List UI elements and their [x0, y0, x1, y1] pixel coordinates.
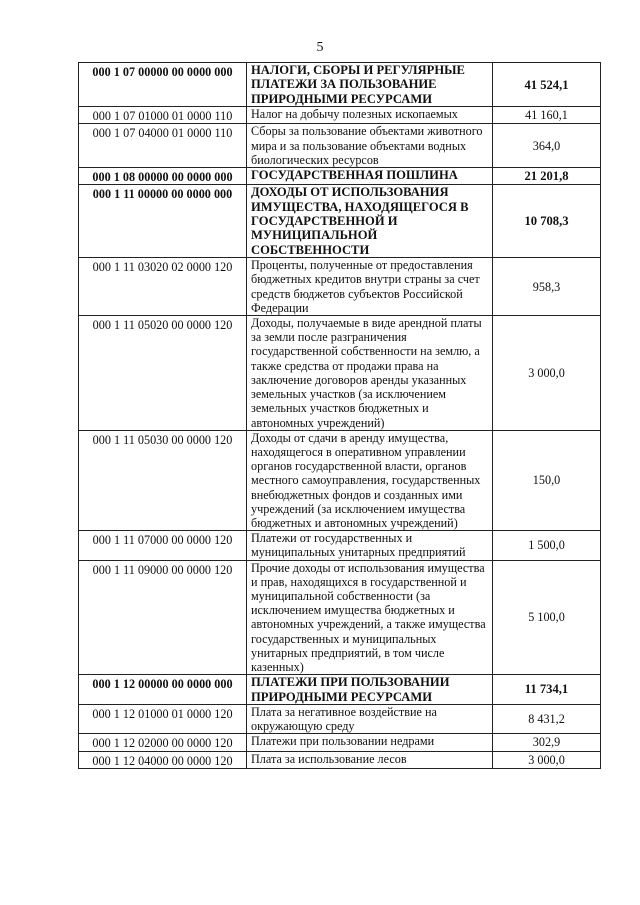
row-amount: 150,0 [493, 430, 601, 530]
row-name: ПЛАТЕЖИ ПРИ ПОЛЬЗОВАНИИ ПРИРОДНЫМИ РЕСУРСАМИ [247, 675, 493, 705]
row-code: 000 1 12 02000 00 0000 120 [79, 734, 247, 751]
row-amount: 41 524,1 [493, 63, 601, 107]
row-amount: 364,0 [493, 124, 601, 168]
row-code: 000 1 11 05020 00 0000 120 [79, 316, 247, 431]
page-number: 5 [316, 40, 324, 55]
row-amount: 5 100,0 [493, 560, 601, 675]
table-row [79, 704, 601, 733]
row-name: Платежи при пользовании недрами [247, 734, 493, 751]
row-name: Сборы за пользование объектами животного мира и за пользование объектами водных биологических ресурсов [247, 124, 493, 168]
row-amount: 8 431,2 [493, 704, 601, 733]
row-name: НАЛОГИ, СБОРЫ И РЕГУЛЯРНЫЕ ПЛАТЕЖИ ЗА ПОЛЬЗОВАНИЕ ПРИРОДНЫМИ РЕСУРСАМИ [247, 63, 493, 107]
table-row [79, 258, 601, 316]
table-row [79, 675, 601, 705]
row-code: 000 1 11 00000 00 0000 000 [79, 185, 247, 258]
revenue-table-body [79, 63, 601, 769]
row-name: Плата за негативное воздействие на окружающую среду [247, 704, 493, 733]
row-amount: 1 500,0 [493, 531, 601, 560]
table-row [79, 560, 601, 675]
row-name: Проценты, полученные от предоставления бюджетных кредитов внутри страны за счет средств бюджетов субъектов Российской Федерации [247, 258, 493, 316]
row-amount: 11 734,1 [493, 675, 601, 705]
row-code: 000 1 08 00000 00 0000 000 [79, 168, 247, 185]
row-amount: 3 000,0 [493, 316, 601, 431]
row-code: 000 1 12 01000 01 0000 120 [79, 704, 247, 733]
row-amount: 21 201,8 [493, 168, 601, 185]
row-code: 000 1 07 00000 00 0000 000 [79, 63, 247, 107]
table-row [79, 734, 601, 751]
row-name: Налог на добычу полезных ископаемых [247, 107, 493, 124]
table-row [79, 430, 601, 530]
row-code: 000 1 12 00000 00 0000 000 [79, 675, 247, 705]
row-amount: 3 000,0 [493, 751, 601, 768]
row-name: ДОХОДЫ ОТ ИСПОЛЬЗОВАНИЯ ИМУЩЕСТВА, НАХОДЯЩЕГОСЯ В ГОСУДАРСТВЕННОЙ И МУНИЦИПАЛЬНОЙ СОБСТВЕННОСТИ [247, 185, 493, 258]
table-row [79, 316, 601, 431]
table-row [79, 124, 601, 168]
row-name: Платежи от государственных и муниципальных унитарных предприятий [247, 531, 493, 560]
row-code: 000 1 07 04000 01 0000 110 [79, 124, 247, 168]
row-code: 000 1 11 07000 00 0000 120 [79, 531, 247, 560]
table-row [79, 531, 601, 560]
table-row [79, 751, 601, 768]
revenue-table [78, 62, 601, 769]
row-name: Плата за использование лесов [247, 751, 493, 768]
row-code: 000 1 11 09000 00 0000 120 [79, 560, 247, 675]
row-amount: 10 708,3 [493, 185, 601, 258]
row-amount: 958,3 [493, 258, 601, 316]
row-code: 000 1 07 01000 01 0000 110 [79, 107, 247, 124]
table-row [79, 107, 601, 124]
row-amount: 302,9 [493, 734, 601, 751]
row-name: Доходы, получаемые в виде арендной платы за земли после разграничения государственной собственности на землю, а также средства от продажи права на заключение договоров аренды указанных земельных участков (за исключением земельных участков бюджетных и автономных учреждений) [247, 316, 493, 431]
table-row [79, 168, 601, 185]
row-amount: 41 160,1 [493, 107, 601, 124]
row-name: Доходы от сдачи в аренду имущества, находящегося в оперативном управлении органов государственной власти, органов местного самоуправления, государственных внебюджетных фондов и созданных ими учреждений (за исключением имущества бюджетных и автономных учреждений) [247, 430, 493, 530]
row-code: 000 1 11 03020 02 0000 120 [79, 258, 247, 316]
table-row [79, 63, 601, 107]
row-name: ГОСУДАРСТВЕННАЯ ПОШЛИНА [247, 168, 493, 185]
row-code: 000 1 11 05030 00 0000 120 [79, 430, 247, 530]
row-name: Прочие доходы от использования имущества и прав, находящихся в государственной и муниципальной собственности (за исключением имущества бюджетных и автономных учреждений, а также имущества государственных и муниципальных унитарных предприятий, в том числе казенных) [247, 560, 493, 675]
table-row [79, 185, 601, 258]
row-code: 000 1 12 04000 00 0000 120 [79, 751, 247, 768]
